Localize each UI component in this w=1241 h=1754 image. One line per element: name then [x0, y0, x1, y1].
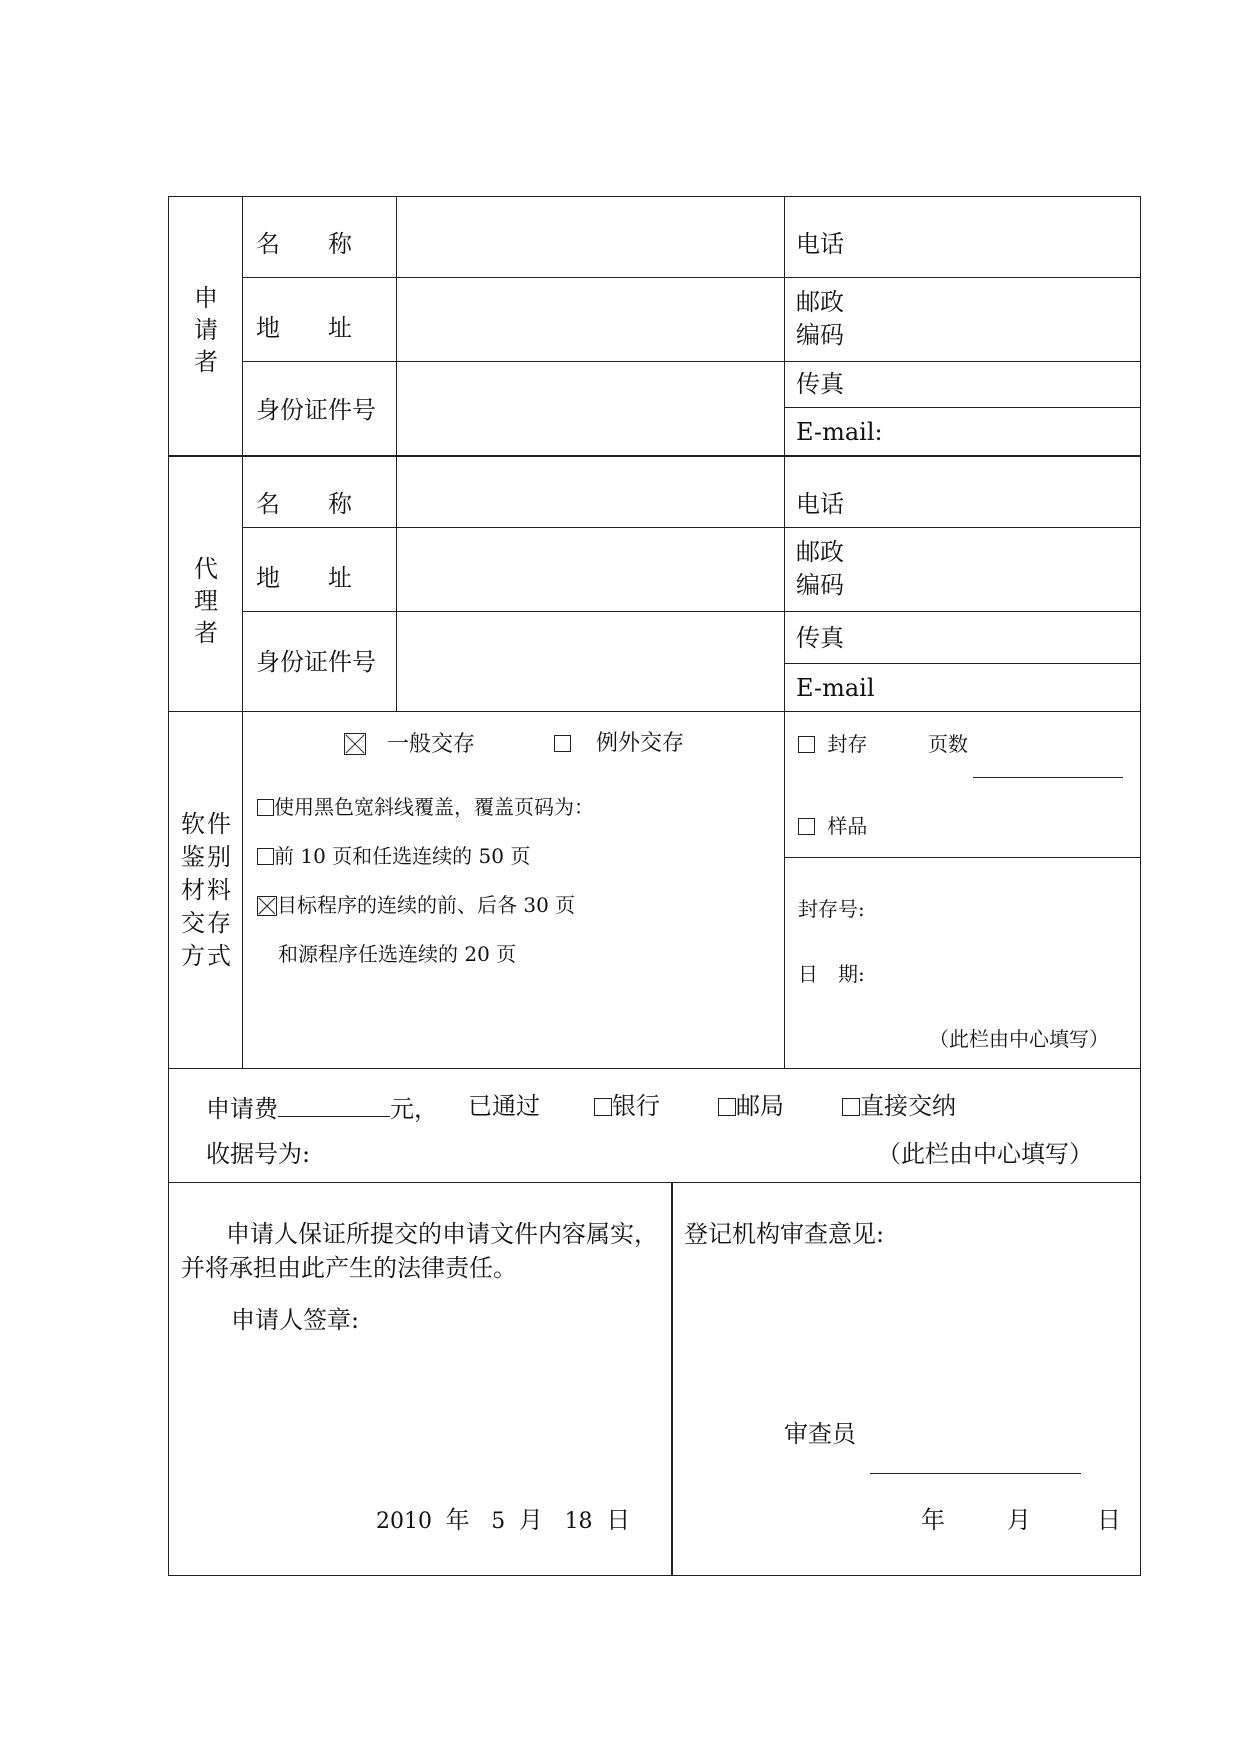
agent-name-field[interactable] [397, 457, 783, 527]
agent-name-label: 名 称 [256, 490, 352, 518]
bank-label: 银行 [612, 1092, 660, 1120]
fee-center-note: （此栏由中心填写） [877, 1140, 1093, 1168]
deposit-section-label: 软件 鉴别 材料 交存 方式 [181, 810, 233, 970]
post-checkbox[interactable] [718, 1098, 736, 1116]
agent-phone-field[interactable] [850, 457, 1140, 527]
sample-label: 样品 [827, 814, 868, 838]
applicant-label-char: 申 [194, 284, 218, 312]
receipt-number-label: 收据号为: [206, 1140, 311, 1168]
direct-label: 直接交纳 [860, 1092, 956, 1120]
agent-postal-field[interactable] [850, 528, 1140, 611]
section-divider [168, 1068, 1141, 1069]
fee-amount-field[interactable] [278, 1094, 390, 1117]
applicant-fax-label: 传真 [796, 370, 844, 398]
applicant-label-char: 请 [194, 316, 218, 344]
agent-label-char: 者 [194, 619, 218, 647]
applicant-name-field[interactable] [397, 197, 783, 277]
declaration-day: 18 [564, 1509, 593, 1534]
agent-id-field[interactable] [397, 612, 783, 710]
sealed-checkbox[interactable] [798, 736, 815, 753]
first10-checkbox[interactable] [257, 848, 274, 865]
agent-id-label: 身份证件号 [256, 648, 376, 676]
review-year-char: 年 [921, 1506, 945, 1534]
black-lines-checkbox[interactable] [257, 799, 274, 816]
applicant-postal-label: 邮政 编码 [796, 288, 844, 349]
applicant-name-label: 名 称 [256, 230, 352, 258]
target30-option[interactable] [257, 895, 575, 916]
first10-option[interactable] [257, 846, 530, 866]
applicant-address-field[interactable] [397, 278, 783, 361]
exception-deposit-checkbox[interactable] [554, 735, 571, 752]
fee-via-label: 已通过 [468, 1092, 540, 1120]
row-divider [784, 857, 1141, 858]
applicant-phone-field[interactable] [850, 197, 1140, 277]
agent-label-char: 理 [194, 587, 218, 615]
fee-line [206, 1094, 438, 1121]
declaration-line2: 并将承担由此产生的法律责任。 [181, 1254, 517, 1282]
applicant-id-label: 身份证件号 [256, 396, 376, 424]
col-divider [671, 1182, 673, 1576]
applicant-email-field[interactable] [880, 408, 1140, 454]
exception-deposit-option[interactable] [554, 733, 684, 755]
general-deposit-checkbox[interactable] [344, 733, 366, 755]
sample-checkbox[interactable] [798, 818, 815, 835]
section-divider [168, 711, 1141, 712]
direct-option[interactable] [842, 1094, 956, 1118]
review-opinion-area[interactable] [684, 1256, 1124, 1416]
deposit-center-note: （此栏由中心填写） [929, 1027, 1109, 1051]
first10-label: 前 10 页和任选连续的 50 页 [274, 844, 531, 868]
reviewer-label: 审查员 [784, 1420, 856, 1448]
applicant-address-label: 地 址 [256, 314, 352, 342]
declaration-month-char: 月 [518, 1506, 543, 1534]
applicant-fax-field[interactable] [850, 362, 1140, 407]
black-lines-option[interactable] [257, 797, 594, 817]
declaration-line1: 申请人保证所提交的申请文件内容属实， [226, 1220, 658, 1248]
fee-suffix: 元， [390, 1095, 438, 1123]
agent-address-label: 地 址 [256, 564, 352, 592]
seal-number-label: 封存号: [798, 897, 865, 921]
exception-deposit-label: 例外交存 [596, 731, 685, 756]
declaration-year-char: 年 [445, 1506, 470, 1534]
declaration-year: 2010 [376, 1509, 432, 1534]
applicant-email-label: E-mail: [796, 418, 883, 446]
agent-postal-label: 邮政 编码 [796, 538, 844, 599]
agent-label-char: 代 [194, 555, 218, 583]
signature-label: 申请人签章: [231, 1306, 360, 1334]
seal-date-label: 日 期: [798, 962, 865, 986]
pages-underline[interactable] [973, 777, 1123, 778]
pages-label: 页数 [928, 732, 968, 756]
sealed-label: 封存 [827, 732, 868, 756]
bank-checkbox[interactable] [594, 1098, 612, 1116]
agent-fax-field[interactable] [850, 612, 1140, 662]
target30-label-line2: 和源程序任选连续的 20 页 [278, 942, 517, 966]
agent-email-field[interactable] [870, 664, 1140, 710]
sealed-option[interactable] [798, 734, 867, 754]
review-opinion-label: 登记机构审查意见: [684, 1220, 885, 1248]
direct-checkbox[interactable] [842, 1098, 860, 1116]
general-deposit-label: 一般交存 [387, 732, 476, 757]
col-divider [784, 196, 785, 1068]
declaration-month: 5 [491, 1509, 506, 1534]
target30-checkbox[interactable] [257, 896, 277, 916]
applicant-label-char: 者 [194, 348, 218, 376]
col-divider [242, 196, 243, 1068]
applicant-id-field[interactable] [397, 362, 783, 455]
agent-email-label: E-mail [796, 674, 875, 702]
declaration-date [376, 1508, 630, 1533]
declaration-day-char: 日 [606, 1506, 631, 1534]
reviewer-underline[interactable] [870, 1473, 1081, 1474]
target30-label: 目标程序的连续的前、后各 30 页 [277, 893, 576, 917]
post-option[interactable] [718, 1094, 784, 1118]
review-month-char: 月 [1007, 1506, 1031, 1534]
applicant-section-label [190, 282, 222, 378]
fee-prefix: 申请费 [206, 1095, 278, 1123]
bank-option[interactable] [594, 1094, 660, 1118]
agent-address-field[interactable] [397, 528, 783, 611]
agent-fax-label: 传真 [796, 624, 844, 652]
post-label: 邮局 [736, 1092, 784, 1120]
applicant-phone-label: 电话 [796, 230, 844, 258]
sample-option[interactable] [798, 816, 867, 836]
applicant-postal-field[interactable] [850, 278, 1140, 361]
agent-section-label [190, 553, 222, 649]
agent-phone-label: 电话 [796, 490, 844, 518]
review-day-char: 日 [1097, 1506, 1121, 1534]
section-divider [168, 1182, 1141, 1183]
general-deposit-option[interactable] [344, 733, 475, 756]
signature-area[interactable] [180, 1340, 660, 1490]
black-lines-label: 使用黑色宽斜线覆盖，覆盖页码为： [274, 795, 594, 819]
